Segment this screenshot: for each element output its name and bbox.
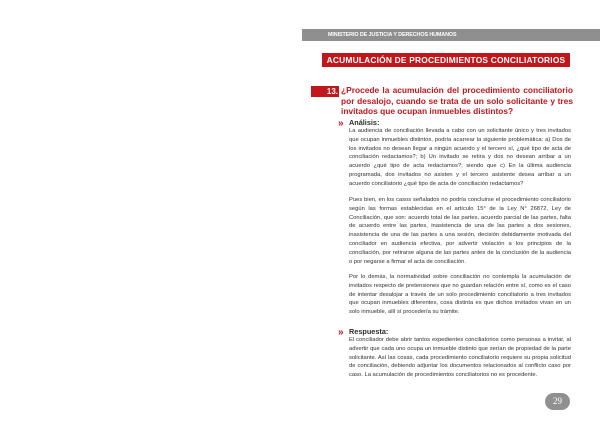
chevron-right-icon: » bbox=[338, 327, 344, 338]
ministry-header: MINISTERIO DE JUSTICIA Y DERECHOS HUMANOS bbox=[302, 29, 600, 41]
question-number: 13. bbox=[311, 86, 339, 97]
answer-paragraph: El conciliador debe abrir tantos expedientes conciliatorios como personas a invitar, al advertir que cada uno ocupa un inmueble distinto que serían de propiedad de la parte solicitante. Así las cosas, cada procedimiento conciliatorio requiere su propia solicitud de conciliación, debiendo adjuntar los documentos relacionados al conflicto caso por caso. La acumulación de procedimientos conciliatorios no es procedente. bbox=[349, 337, 571, 379]
answer-heading-label: Respuesta: bbox=[349, 327, 389, 336]
page-number: 29 bbox=[545, 393, 570, 410]
section-title: ACUMULACIÓN DE PROCEDIMIENTOS CONCILIATORIOS bbox=[322, 53, 570, 67]
analysis-paragraph-1: La audiencia de conciliación llevada a cabo con un solicitante único y tres invitados que ocupan inmuebles distintos, podría acarrear la siguiente problemática: a) Dos de los invitados no desean llegar a ningún acuerdo y el tercero sí, ¿qué tipo de acta de conciliación redactamos?; b) Un invitado se retira y dos no desean arribar a un acuerdo ¿qué tipo de acta redactamos?; siendo que c) En la última audiencia programada, dos invitados no asisten y el tercero asistente desea arribar a un acuerdo conciliatorio ¿qué tipo de acta de conciliación redactamos? bbox=[349, 128, 571, 187]
analysis-paragraph-2: Pues bien, en los casos señalados no podría concluirse el procedimiento conciliatorio según las formas establecidas en el artículo 15° de la Ley N° 26872, Ley de Conciliación, que son: acuerdo total de las partes, acuerdo parcial de las partes, falta de acuerdo entre las partes, inasistencia de una de las partes a dos sesiones, inasistencia de una de las partes a una sesión, decisión debidamente motivada del conciliador en audiencia efectiva, por advertir violación a los principios de la conciliación, por retirarse alguna de las partes antes de la conclusión de la audiencia o por negarse a firmar el acta de conciliación. bbox=[349, 197, 571, 265]
chevron-right-icon: » bbox=[338, 118, 344, 129]
analysis-paragraph-3: Por lo demás, la normatividad sobre conciliación no contempla la acumulación de invitados respecto de pretensiones que no guardan relación entre sí, como es el caso de intentar desalojar a través de un solo procedimiento conciliatorio a tres invitados que ocupan inmuebles diferentes, cosa distinta es que dichos invitados vivan en un solo inmueble, allí sí procedería su trámite. bbox=[349, 274, 571, 316]
question-text: ¿Procede la acumulación del procedimiento conciliatorio por desalojo, cuando se trata de un solo solicitante y tres invitados que ocupan inmuebles distintos? bbox=[341, 85, 573, 117]
analysis-heading-label: Análisis: bbox=[349, 118, 380, 127]
